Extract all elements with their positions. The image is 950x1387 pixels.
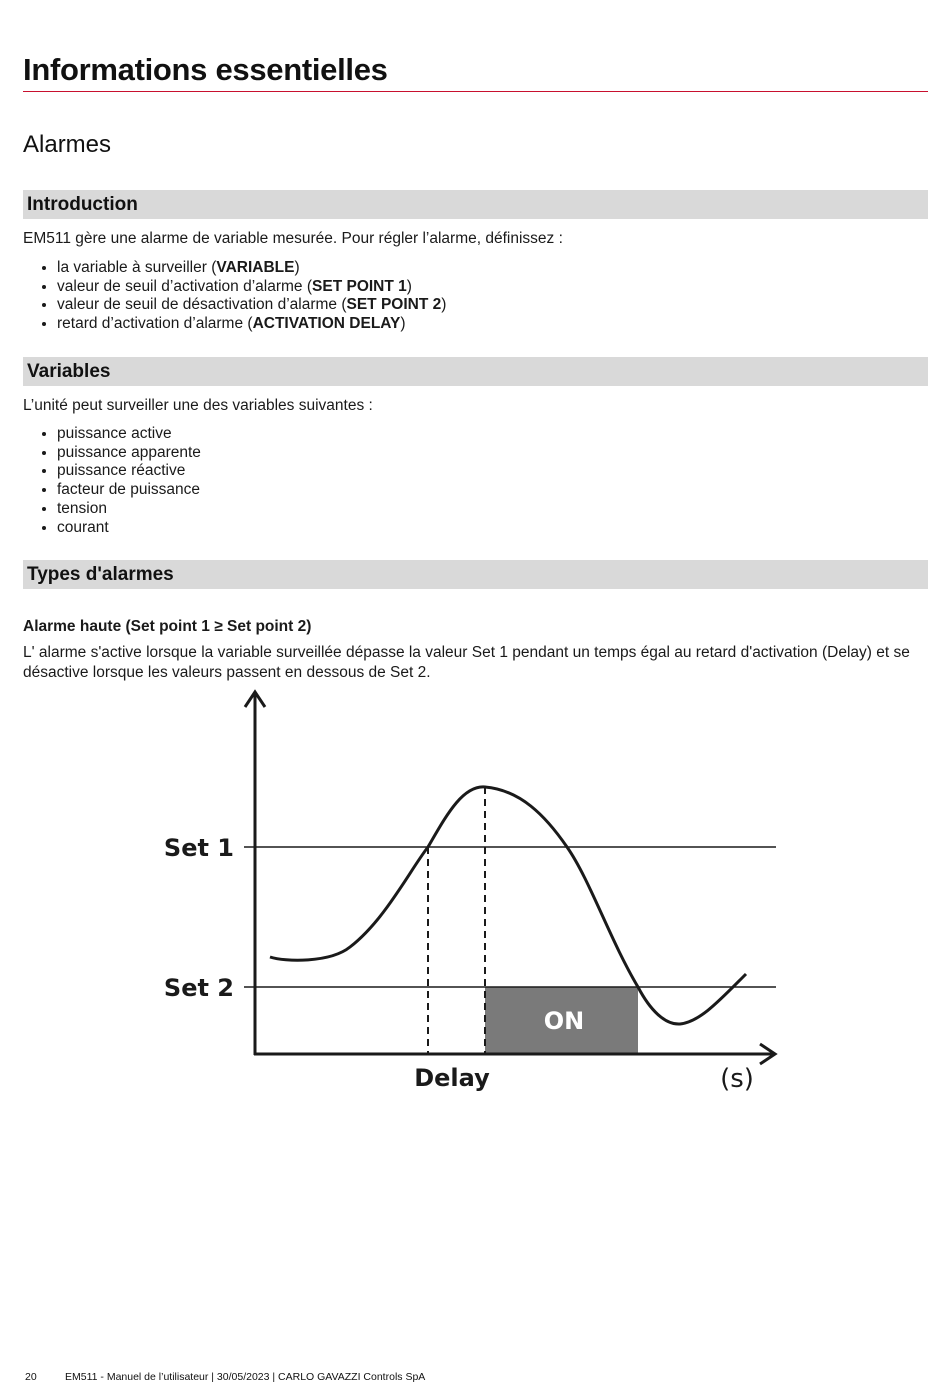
list-item: • valeur de seuil d’activation d’alarme (SET POINT 1) — [57, 278, 446, 297]
heading-variables: Variables — [23, 357, 928, 386]
footer-text: EM511 - Manuel de l’utilisateur | 30/05/2023 | CARLO GAVAZZI Controls SpA — [65, 1371, 426, 1383]
heading-alarm-types: Types d'alarmes — [23, 560, 928, 589]
set1-label: Set 1 — [163, 834, 234, 862]
alarm-high-description: L' alarme s'active lorsque la variable surveillée dépasse la valeur Set 1 pendant un temps égal au retard d'activation (Delay) et se désactive lorsque les valeurs passent en dessous de Set 2. — [23, 644, 910, 681]
list-item: • la variable à surveiller (VARIABLE) — [57, 259, 446, 278]
variables-text: L’unité peut surveiller une des variables suivantes : — [23, 397, 373, 414]
list-item: • valeur de seuil de désactivation d’alarme (SET POINT 2) — [57, 296, 446, 315]
delay-label: Delay — [414, 1064, 490, 1092]
page-number: 20 — [25, 1371, 37, 1383]
on-label: ON — [543, 1007, 585, 1035]
list-item: • facteur de puissance — [57, 481, 201, 500]
time-unit-label: (s) — [720, 1064, 754, 1094]
list-item: • puissance active — [57, 425, 201, 444]
heading-introduction: Introduction — [23, 190, 928, 219]
list-item: • puissance apparente — [57, 444, 201, 463]
intro-text: EM511 gère une alarme de variable mesurée. Pour régler l’alarme, définissez : — [23, 230, 563, 247]
set2-label: Set 2 — [163, 974, 234, 1002]
alarm-high-subheading: Alarme haute (Set point 1 ≥ Set point 2) — [23, 618, 312, 635]
list-item: • courant — [57, 519, 201, 538]
list-item: • retard d’activation d’alarme (ACTIVATION DELAY) — [57, 315, 446, 334]
page-footer — [25, 1371, 425, 1383]
page-title: Informations essentielles — [23, 52, 388, 87]
list-item: • tension — [57, 500, 201, 519]
section-title: Alarmes — [23, 131, 112, 158]
list-item: • puissance réactive — [57, 462, 201, 481]
